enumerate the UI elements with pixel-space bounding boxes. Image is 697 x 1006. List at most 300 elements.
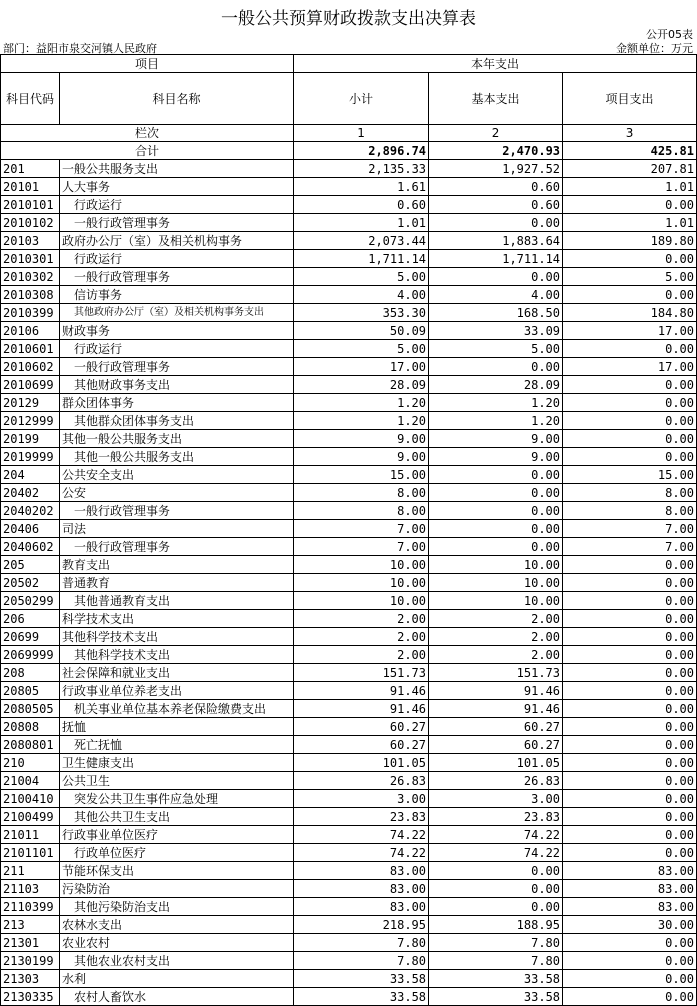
subject-name-cell: 农林水支出 (60, 916, 294, 934)
basic-expense-cell: 0.00 (429, 358, 563, 376)
subject-name-cell: 一般行政管理事务 (60, 538, 294, 556)
subject-code-cell: 2010301 (1, 250, 60, 268)
basic-expense-cell: 151.73 (429, 664, 563, 682)
table-row (1, 520, 697, 538)
table-row (1, 376, 697, 394)
basic-expense-cell: 4.00 (429, 286, 563, 304)
basic-expense-cell: 2.00 (429, 610, 563, 628)
subject-code-cell: 2010102 (1, 214, 60, 232)
subject-code-cell: 210 (1, 754, 60, 772)
project-expense-cell: 1.01 (563, 214, 697, 232)
table-row (1, 502, 697, 520)
subject-code-cell: 208 (1, 664, 60, 682)
subject-code-cell: 2010699 (1, 376, 60, 394)
table-row (1, 250, 697, 268)
subtotal-cell: 0.60 (294, 196, 429, 214)
subject-code-cell: 20106 (1, 322, 60, 340)
basic-expense-cell: 101.05 (429, 754, 563, 772)
project-expense-cell: 0.00 (563, 772, 697, 790)
subject-name-cell: 一般行政管理事务 (60, 358, 294, 376)
subtotal-cell: 2,135.33 (294, 160, 429, 178)
subtotal-cell: 2.00 (294, 628, 429, 646)
project-expense-cell: 0.00 (563, 754, 697, 772)
project-expense-cell: 0.00 (563, 790, 697, 808)
table-row (1, 232, 697, 250)
header-current-expense: 本年支出 (294, 55, 697, 73)
table-row (1, 394, 697, 412)
subject-code-cell: 2019999 (1, 448, 60, 466)
subtotal-cell: 5.00 (294, 268, 429, 286)
project-expense-cell: 0.00 (563, 844, 697, 862)
subject-code-cell: 20402 (1, 484, 60, 502)
project-expense-cell: 0.00 (563, 718, 697, 736)
subject-code-cell: 206 (1, 610, 60, 628)
subtotal-cell: 4.00 (294, 286, 429, 304)
table-row (1, 304, 697, 322)
basic-expense-cell: 60.27 (429, 736, 563, 754)
table-row (1, 628, 697, 646)
table-row (1, 466, 697, 484)
subject-code-cell: 20808 (1, 718, 60, 736)
subject-name-cell: 行政运行 (60, 340, 294, 358)
subtotal-cell: 1.20 (294, 412, 429, 430)
table-row (1, 682, 697, 700)
subtotal-cell: 74.22 (294, 844, 429, 862)
subject-code-cell: 20103 (1, 232, 60, 250)
subject-code-cell: 211 (1, 862, 60, 880)
table-row (1, 538, 697, 556)
project-expense-cell: 0.00 (563, 340, 697, 358)
basic-expense-cell: 0.00 (429, 862, 563, 880)
subtotal-cell: 15.00 (294, 466, 429, 484)
project-expense-cell: 0.00 (563, 574, 697, 592)
table-row (1, 988, 697, 1006)
subject-code-cell: 213 (1, 916, 60, 934)
table-row (1, 574, 697, 592)
basic-expense-cell: 168.50 (429, 304, 563, 322)
subject-code-cell: 20805 (1, 682, 60, 700)
subject-code-cell: 2010602 (1, 358, 60, 376)
subtotal-cell: 1,711.14 (294, 250, 429, 268)
table-row (1, 718, 697, 736)
subject-name-cell: 抚恤 (60, 718, 294, 736)
basic-expense-cell: 1.20 (429, 394, 563, 412)
subject-code-cell: 2010101 (1, 196, 60, 214)
basic-expense-cell: 3.00 (429, 790, 563, 808)
basic-expense-cell: 0.00 (429, 898, 563, 916)
form-number: 公开05表 (646, 28, 693, 41)
project-expense-cell: 0.00 (563, 394, 697, 412)
subtotal-cell: 3.00 (294, 790, 429, 808)
project-expense-cell: 0.00 (563, 934, 697, 952)
subject-code-cell: 21303 (1, 970, 60, 988)
project-expense-cell: 0.00 (563, 430, 697, 448)
basic-expense-cell: 60.27 (429, 718, 563, 736)
subject-code-cell: 20406 (1, 520, 60, 538)
project-expense-cell: 0.00 (563, 376, 697, 394)
subtotal-cell: 10.00 (294, 592, 429, 610)
total-project: 425.81 (563, 142, 697, 160)
table-row (1, 358, 697, 376)
subject-name-cell: 其他群众团体事务支出 (60, 412, 294, 430)
project-expense-cell: 0.00 (563, 250, 697, 268)
subject-code-cell: 2010302 (1, 268, 60, 286)
subject-name-cell: 一般公共服务支出 (60, 160, 294, 178)
index-col-3: 3 (563, 125, 697, 142)
basic-expense-cell: 0.00 (429, 520, 563, 538)
project-expense-cell: 0.00 (563, 286, 697, 304)
subject-name-cell: 其他农业农村支出 (60, 952, 294, 970)
header-row-columns (1, 73, 697, 125)
subject-code-cell: 2101101 (1, 844, 60, 862)
table-row (1, 736, 697, 754)
basic-expense-cell: 23.83 (429, 808, 563, 826)
basic-expense-cell: 0.00 (429, 880, 563, 898)
table-row (1, 790, 697, 808)
subject-name-cell: 节能环保支出 (60, 862, 294, 880)
total-label: 合计 (1, 142, 294, 160)
subject-name-cell: 农村人畜饮水 (60, 988, 294, 1006)
index-label: 栏次 (1, 125, 294, 142)
basic-expense-cell: 0.00 (429, 268, 563, 286)
basic-expense-cell: 26.83 (429, 772, 563, 790)
project-expense-cell: 0.00 (563, 592, 697, 610)
report-title: 一般公共预算财政拨款支出决算表 (221, 9, 476, 29)
subtotal-cell: 23.83 (294, 808, 429, 826)
subtotal-cell: 2.00 (294, 610, 429, 628)
subtotal-cell: 2,073.44 (294, 232, 429, 250)
project-expense-cell: 0.00 (563, 628, 697, 646)
project-expense-cell: 5.00 (563, 268, 697, 286)
subject-code-cell: 2110399 (1, 898, 60, 916)
subtotal-cell: 1.61 (294, 178, 429, 196)
basic-expense-cell: 5.00 (429, 340, 563, 358)
subject-name-cell: 其他污染防治支出 (60, 898, 294, 916)
basic-expense-cell: 91.46 (429, 700, 563, 718)
total-subtotal: 2,896.74 (294, 142, 429, 160)
subject-code-cell: 2010601 (1, 340, 60, 358)
subject-name-cell: 公安 (60, 484, 294, 502)
basic-expense-cell: 1,927.52 (429, 160, 563, 178)
subject-name-cell: 社会保障和就业支出 (60, 664, 294, 682)
table-row (1, 754, 697, 772)
total-basic: 2,470.93 (429, 142, 563, 160)
subtotal-cell: 7.80 (294, 934, 429, 952)
subject-name-cell: 机关事业单位基本养老保险缴费支出 (60, 700, 294, 718)
subject-name-cell: 一般行政管理事务 (60, 502, 294, 520)
subtotal-cell: 2.00 (294, 646, 429, 664)
table-row (1, 952, 697, 970)
project-expense-cell: 0.00 (563, 826, 697, 844)
subject-name-cell: 行政运行 (60, 196, 294, 214)
header-subtotal: 小计 (294, 73, 429, 125)
subject-code-cell: 20199 (1, 430, 60, 448)
subtotal-cell: 91.46 (294, 682, 429, 700)
subject-code-cell: 20502 (1, 574, 60, 592)
subject-name-cell: 一般行政管理事务 (60, 268, 294, 286)
subtotal-cell: 33.58 (294, 988, 429, 1006)
subtotal-cell: 151.73 (294, 664, 429, 682)
subject-name-cell: 公共安全支出 (60, 466, 294, 484)
project-expense-cell: 0.00 (563, 664, 697, 682)
subject-name-cell: 其他政府办公厅（室）及相关机构事务支出 (60, 304, 294, 322)
table-row (1, 880, 697, 898)
basic-expense-cell: 33.09 (429, 322, 563, 340)
subject-code-cell: 20129 (1, 394, 60, 412)
subtotal-cell: 5.00 (294, 340, 429, 358)
subject-code-cell: 21011 (1, 826, 60, 844)
basic-expense-cell: 74.22 (429, 844, 563, 862)
project-expense-cell: 0.00 (563, 196, 697, 214)
subtotal-cell: 1.01 (294, 214, 429, 232)
subtotal-cell: 10.00 (294, 574, 429, 592)
project-expense-cell: 0.00 (563, 646, 697, 664)
project-expense-cell: 184.80 (563, 304, 697, 322)
basic-expense-cell: 0.60 (429, 178, 563, 196)
project-expense-cell: 0.00 (563, 700, 697, 718)
table-row (1, 340, 697, 358)
basic-expense-cell: 74.22 (429, 826, 563, 844)
department-label: 部门：益阳市泉交河镇人民政府 (3, 42, 157, 55)
subject-name-cell: 其他公共卫生支出 (60, 808, 294, 826)
subject-code-cell: 21004 (1, 772, 60, 790)
table-row (1, 700, 697, 718)
subject-name-cell: 其他科学技术支出 (60, 646, 294, 664)
basic-expense-cell: 10.00 (429, 592, 563, 610)
header-row-top (1, 55, 697, 73)
subject-code-cell: 205 (1, 556, 60, 574)
subject-name-cell: 人大事务 (60, 178, 294, 196)
amount-unit-label: 金额单位：万元 (616, 42, 693, 55)
table-row (1, 160, 697, 178)
table-row (1, 196, 697, 214)
subject-code-cell: 2080801 (1, 736, 60, 754)
basic-expense-cell: 7.80 (429, 952, 563, 970)
subject-code-cell: 2100499 (1, 808, 60, 826)
table-row (1, 826, 697, 844)
project-expense-cell: 0.00 (563, 556, 697, 574)
subtotal-cell: 60.27 (294, 736, 429, 754)
subject-name-cell: 行政事业单位医疗 (60, 826, 294, 844)
subject-name-cell: 群众团体事务 (60, 394, 294, 412)
project-expense-cell: 8.00 (563, 484, 697, 502)
basic-expense-cell: 1,711.14 (429, 250, 563, 268)
project-expense-cell: 0.00 (563, 682, 697, 700)
basic-expense-cell: 10.00 (429, 556, 563, 574)
subtotal-cell: 74.22 (294, 826, 429, 844)
basic-expense-cell: 2.00 (429, 628, 563, 646)
subject-name-cell: 农业农村 (60, 934, 294, 952)
table-row (1, 556, 697, 574)
table-row (1, 772, 697, 790)
total-row (1, 142, 697, 160)
basic-expense-cell: 0.00 (429, 538, 563, 556)
subtotal-cell: 50.09 (294, 322, 429, 340)
subject-name-cell: 死亡抚恤 (60, 736, 294, 754)
table-row (1, 592, 697, 610)
table-body (1, 160, 697, 1006)
subject-name-cell: 司法 (60, 520, 294, 538)
project-expense-cell: 17.00 (563, 358, 697, 376)
header-project: 项目支出 (563, 73, 697, 125)
table-row (1, 484, 697, 502)
subject-code-cell: 2050299 (1, 592, 60, 610)
project-expense-cell: 0.00 (563, 970, 697, 988)
subject-name-cell: 科学技术支出 (60, 610, 294, 628)
table-row (1, 934, 697, 952)
subject-name-cell: 公共卫生 (60, 772, 294, 790)
subject-code-cell: 2130335 (1, 988, 60, 1006)
subtotal-cell: 1.20 (294, 394, 429, 412)
project-expense-cell: 83.00 (563, 898, 697, 916)
subtotal-cell: 17.00 (294, 358, 429, 376)
subject-code-cell: 2080505 (1, 700, 60, 718)
subject-code-cell: 204 (1, 466, 60, 484)
subtotal-cell: 8.00 (294, 484, 429, 502)
project-expense-cell: 1.01 (563, 178, 697, 196)
subject-code-cell: 2130199 (1, 952, 60, 970)
subtotal-cell: 28.09 (294, 376, 429, 394)
subtotal-cell: 26.83 (294, 772, 429, 790)
project-expense-cell: 7.00 (563, 520, 697, 538)
subject-code-cell: 2012999 (1, 412, 60, 430)
subject-name-cell: 政府办公厅（室）及相关机构事务 (60, 232, 294, 250)
subject-name-cell: 行政事业单位养老支出 (60, 682, 294, 700)
project-expense-cell: 30.00 (563, 916, 697, 934)
basic-expense-cell: 1.20 (429, 412, 563, 430)
subject-code-cell: 21103 (1, 880, 60, 898)
subject-code-cell: 2010399 (1, 304, 60, 322)
subject-name-cell: 教育支出 (60, 556, 294, 574)
table-row (1, 286, 697, 304)
project-expense-cell: 17.00 (563, 322, 697, 340)
basic-expense-cell: 0.00 (429, 466, 563, 484)
project-expense-cell: 0.00 (563, 952, 697, 970)
table-row (1, 646, 697, 664)
basic-expense-cell: 33.58 (429, 970, 563, 988)
subtotal-cell: 83.00 (294, 880, 429, 898)
table-row (1, 430, 697, 448)
subtotal-cell: 8.00 (294, 502, 429, 520)
basic-expense-cell: 188.95 (429, 916, 563, 934)
table-row (1, 448, 697, 466)
subject-code-cell: 20699 (1, 628, 60, 646)
index-row (1, 125, 697, 142)
index-col-1: 1 (294, 125, 429, 142)
basic-expense-cell: 0.00 (429, 502, 563, 520)
header-basic: 基本支出 (429, 73, 563, 125)
subject-name-cell: 财政事务 (60, 322, 294, 340)
header-name: 科目名称 (60, 73, 294, 125)
subtotal-cell: 9.00 (294, 448, 429, 466)
subtotal-cell: 60.27 (294, 718, 429, 736)
subtotal-cell: 7.80 (294, 952, 429, 970)
subject-code-cell: 2040202 (1, 502, 60, 520)
header-item: 项目 (1, 55, 294, 73)
project-expense-cell: 189.80 (563, 232, 697, 250)
subject-code-cell: 2100410 (1, 790, 60, 808)
subject-name-cell: 卫生健康支出 (60, 754, 294, 772)
subtotal-cell: 91.46 (294, 700, 429, 718)
subject-name-cell: 突发公共卫生事件应急处理 (60, 790, 294, 808)
subject-name-cell: 其他一般公共服务支出 (60, 448, 294, 466)
table-row (1, 610, 697, 628)
table-row (1, 322, 697, 340)
project-expense-cell: 7.00 (563, 538, 697, 556)
table-row (1, 862, 697, 880)
basic-expense-cell: 10.00 (429, 574, 563, 592)
table-row (1, 664, 697, 682)
project-expense-cell: 0.00 (563, 448, 697, 466)
subtotal-cell: 7.00 (294, 538, 429, 556)
subject-name-cell: 其他普通教育支出 (60, 592, 294, 610)
project-expense-cell: 83.00 (563, 880, 697, 898)
subject-name-cell: 一般行政管理事务 (60, 214, 294, 232)
project-expense-cell: 8.00 (563, 502, 697, 520)
subject-name-cell: 行政单位医疗 (60, 844, 294, 862)
subtotal-cell: 353.30 (294, 304, 429, 322)
subtotal-cell: 10.00 (294, 556, 429, 574)
subject-name-cell: 水利 (60, 970, 294, 988)
subject-name-cell: 其他科学技术支出 (60, 628, 294, 646)
table-row (1, 178, 697, 196)
project-expense-cell: 15.00 (563, 466, 697, 484)
subject-code-cell: 2040602 (1, 538, 60, 556)
basic-expense-cell: 91.46 (429, 682, 563, 700)
subtotal-cell: 101.05 (294, 754, 429, 772)
project-expense-cell: 207.81 (563, 160, 697, 178)
basic-expense-cell: 28.09 (429, 376, 563, 394)
subject-code-cell: 2010308 (1, 286, 60, 304)
subject-code-cell: 21301 (1, 934, 60, 952)
subtotal-cell: 33.58 (294, 970, 429, 988)
basic-expense-cell: 7.80 (429, 934, 563, 952)
subtotal-cell: 9.00 (294, 430, 429, 448)
table-row (1, 916, 697, 934)
subject-name-cell: 普通教育 (60, 574, 294, 592)
project-expense-cell: 0.00 (563, 610, 697, 628)
project-expense-cell: 83.00 (563, 862, 697, 880)
subject-name-cell: 其他一般公共服务支出 (60, 430, 294, 448)
basic-expense-cell: 9.00 (429, 448, 563, 466)
subtotal-cell: 7.00 (294, 520, 429, 538)
basic-expense-cell: 0.00 (429, 484, 563, 502)
project-expense-cell: 0.00 (563, 988, 697, 1006)
basic-expense-cell: 33.58 (429, 988, 563, 1006)
project-expense-cell: 0.00 (563, 736, 697, 754)
table-row (1, 412, 697, 430)
subject-code-cell: 201 (1, 160, 60, 178)
basic-expense-cell: 1,883.64 (429, 232, 563, 250)
subject-code-cell: 20101 (1, 178, 60, 196)
basic-expense-cell: 9.00 (429, 430, 563, 448)
subtotal-cell: 83.00 (294, 898, 429, 916)
basic-expense-cell: 0.60 (429, 196, 563, 214)
subject-name-cell: 污染防治 (60, 880, 294, 898)
subject-name-cell: 行政运行 (60, 250, 294, 268)
basic-expense-cell: 0.00 (429, 214, 563, 232)
project-expense-cell: 0.00 (563, 412, 697, 430)
table-row (1, 970, 697, 988)
expenditure-table (0, 54, 697, 1006)
subtotal-cell: 83.00 (294, 862, 429, 880)
table-row (1, 844, 697, 862)
index-col-2: 2 (429, 125, 563, 142)
subject-code-cell: 2069999 (1, 646, 60, 664)
table-row (1, 898, 697, 916)
subject-name-cell: 其他财政事务支出 (60, 376, 294, 394)
header-code: 科目代码 (1, 73, 60, 125)
